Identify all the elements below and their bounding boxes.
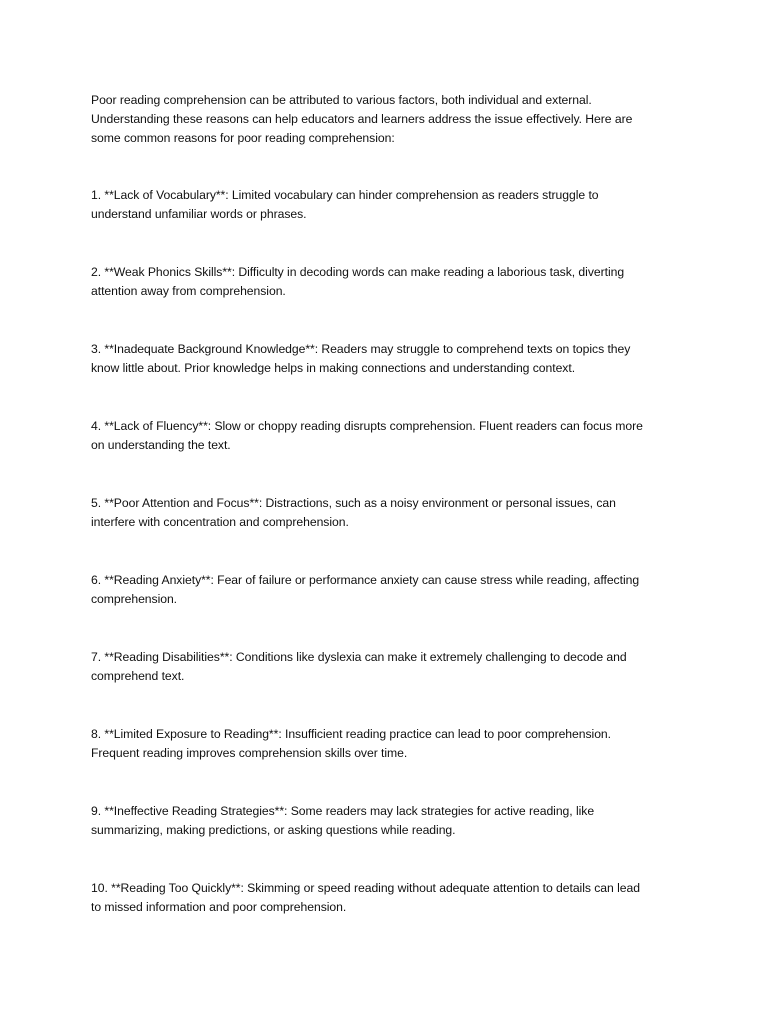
list-item: 3. **Inadequate Background Knowledge**: Readers may struggle to comprehend texts on topics they know little about. Prior knowledge helps in making connections and understanding context. <box>91 342 631 375</box>
list-item: 7. **Reading Disabilities**: Conditions like dyslexia can make it extremely challenging to decode and comprehend text. <box>91 650 627 683</box>
list-item: 2. **Weak Phonics Skills**: Difficulty in decoding words can make reading a laborious task, diverting attention away from comprehension. <box>91 265 625 298</box>
list-item: 8. **Limited Exposure to Reading**: Insufficient reading practice can lead to poor comprehension. Frequent reading improves comprehension skills over time. <box>91 727 611 760</box>
list-item: 1. **Lack of Vocabulary**: Limited vocabulary can hinder comprehension as readers struggle to understand unfamiliar words or phrases. <box>91 188 599 221</box>
list-item: 4. **Lack of Fluency**: Slow or choppy reading disrupts comprehension. Fluent readers can focus more on understanding the text. <box>91 419 643 452</box>
document-body <box>91 91 691 956</box>
list-item: 6. **Reading Anxiety**: Fear of failure or performance anxiety can cause stress while reading, affecting comprehension. <box>91 573 640 606</box>
intro-paragraph: Poor reading comprehension can be attributed to various factors, both individual and external. Understanding these reasons can help educators and learners address the issue effectively. Here are some common reasons for poor reading comprehension: <box>91 93 633 145</box>
list-item: 9. **Ineffective Reading Strategies**: Some readers may lack strategies for active reading, like summarizing, making predictions, or asking questions while reading. <box>91 804 595 837</box>
list-item: 10. **Reading Too Quickly**: Skimming or speed reading without adequate attention to details can lead to missed information and poor comprehension. <box>91 881 640 914</box>
list-item: 5. **Poor Attention and Focus**: Distractions, such as a noisy environment or personal issues, can interfere with concentration and comprehension. <box>91 496 616 529</box>
